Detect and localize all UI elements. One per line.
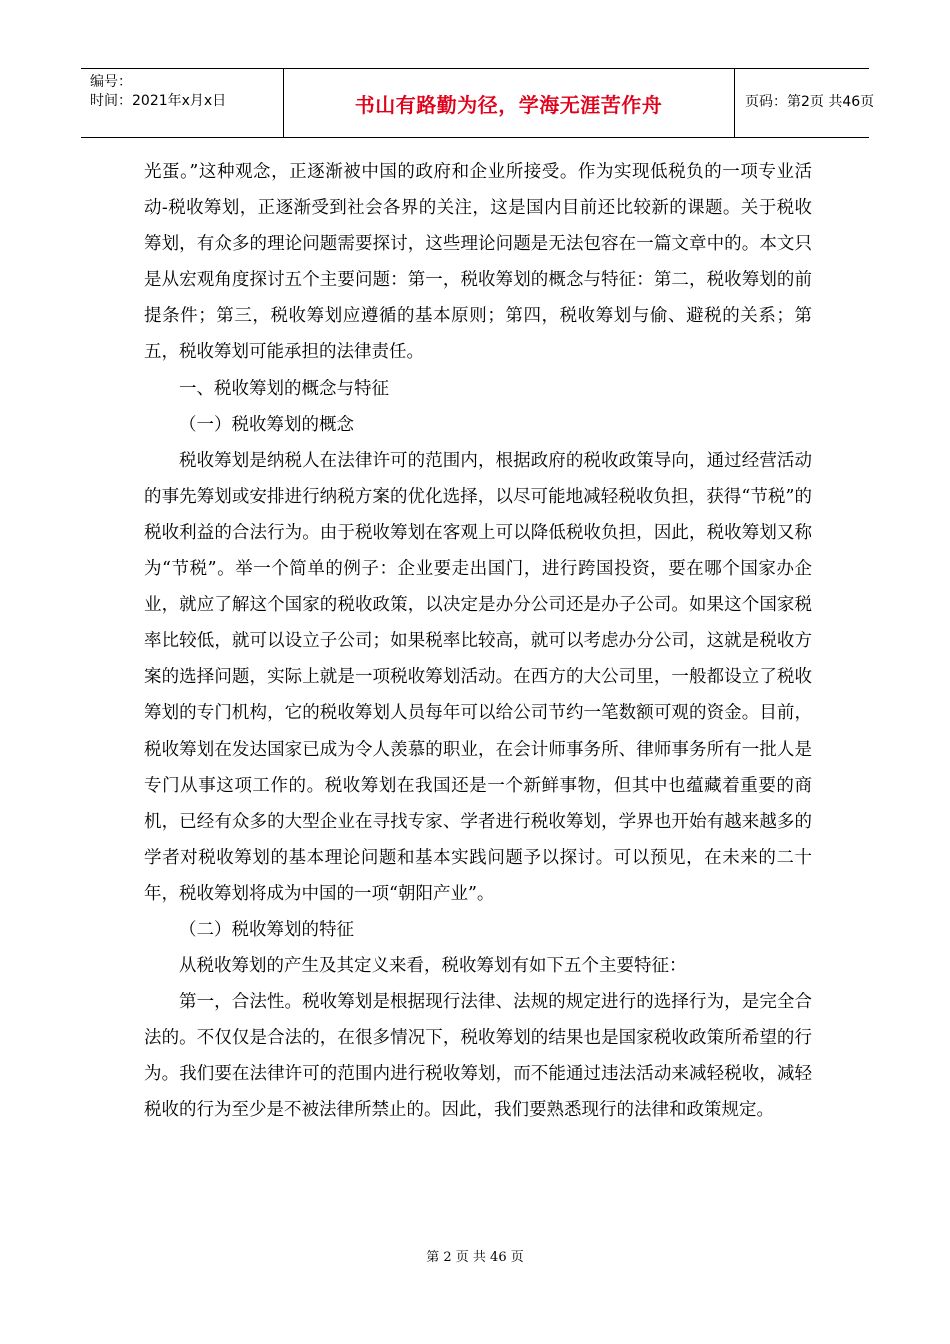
paragraph-intro: 光蛋。”这种观念，正逐渐被中国的政府和企业所接受。作为实现低税负的一项专业活动-税收筹划，正逐渐受到社会各界的关注，这是国内目前还比较新的课题。关于税收筹划，有众多的理论问题需要探讨，这些理论问题是无法包容在一篇文章中的。本文只是从宏观角度探讨五个主要问题：第一，税收筹划的概念与特征：第二，税收筹划的前提条件；第三，税收筹划应遵循的基本原则；第四，税收筹划与偷、避税的关系；第五，税收筹划可能承担的法律责任。	[144, 162, 812, 363]
subsection-heading: （一）税收筹划的概念	[179, 414, 354, 435]
header-meta-cell	[81, 69, 284, 137]
paragraph-concept: 税收筹划是纳税人在法律许可的范围内，根据政府的税收政策导向，通过经营活动的事先筹划或安排进行纳税方案的优化选择，以尽可能地减轻税收负担，获得“节税”的税收利益的合法行为。由于税收筹划在客观上可以降低税收负担，因此，税收筹划又称为“节税”。举一个简单的例子：企业要走出国门，进行跨国投资，要在哪个国家办企业，就应了解这个国家的税收政策，以决定是办分公司还是办子公司。如果这个国家税率比较低，就可以设立子公司；如果税率比较高，就可以考虑办分公司，这就是税收方案的选择问题，实际上就是一项税收筹划活动。在西方的大公司里，一般都设立了税收筹划的专门机构，它的税收筹划人员每年可以给公司节约一笔数额可观的资金。目前，税收筹划在发达国家已成为令人羡慕的职业，在会计师事务所、律师事务所有一批人是专门从事这项工作的。税收筹划在我国还是一个新鲜事物，但其中也蕴藏着重要的商机，已经有众多的大型企业在寻找专家、学者进行税收筹划，学界也开始有越来越多的学者对税收筹划的基本理论问题和基本实践问题予以探讨。可以预见，在未来的二十年，税收筹划将成为中国的一项“朝阳产业”。	[144, 450, 812, 904]
document-number-label: 编号：	[90, 74, 132, 90]
page-footer: 第 2 页 共 46 页	[426, 1250, 524, 1265]
header-motto-cell	[283, 69, 735, 137]
section-heading: 一、税收筹划的概念与特征	[179, 378, 389, 399]
document-body	[144, 154, 812, 1129]
paragraph-legality: 第一，合法性。税收筹划是根据现行法律、法规的规定进行的选择行为，是完全合法的。不仅仅是合法的，在很多情况下，税收筹划的结果也是国家税收政策所希望的行为。我们要在法律许可的范围内进行税收筹划，而不能通过违法活动来减轻税收，减轻税收的行为至少是不被法律所禁止的。因此，我们要熟悉现行的法律和政策规定。	[144, 992, 812, 1121]
header-page-cell	[734, 69, 875, 137]
paragraph-features-intro: 从税收筹划的产生及其定义来看，税收筹划有如下五个主要特征：	[179, 956, 687, 977]
header-motto: 书山有路勤为径，学海无涯苦作舟	[354, 93, 663, 117]
page-header	[81, 68, 875, 138]
header-page-code: 页码：第2页 共46页	[745, 94, 875, 110]
subsection-heading: （二）税收筹划的特征	[179, 919, 354, 940]
document-time-label: 时间：2021年x月x日	[90, 93, 227, 109]
